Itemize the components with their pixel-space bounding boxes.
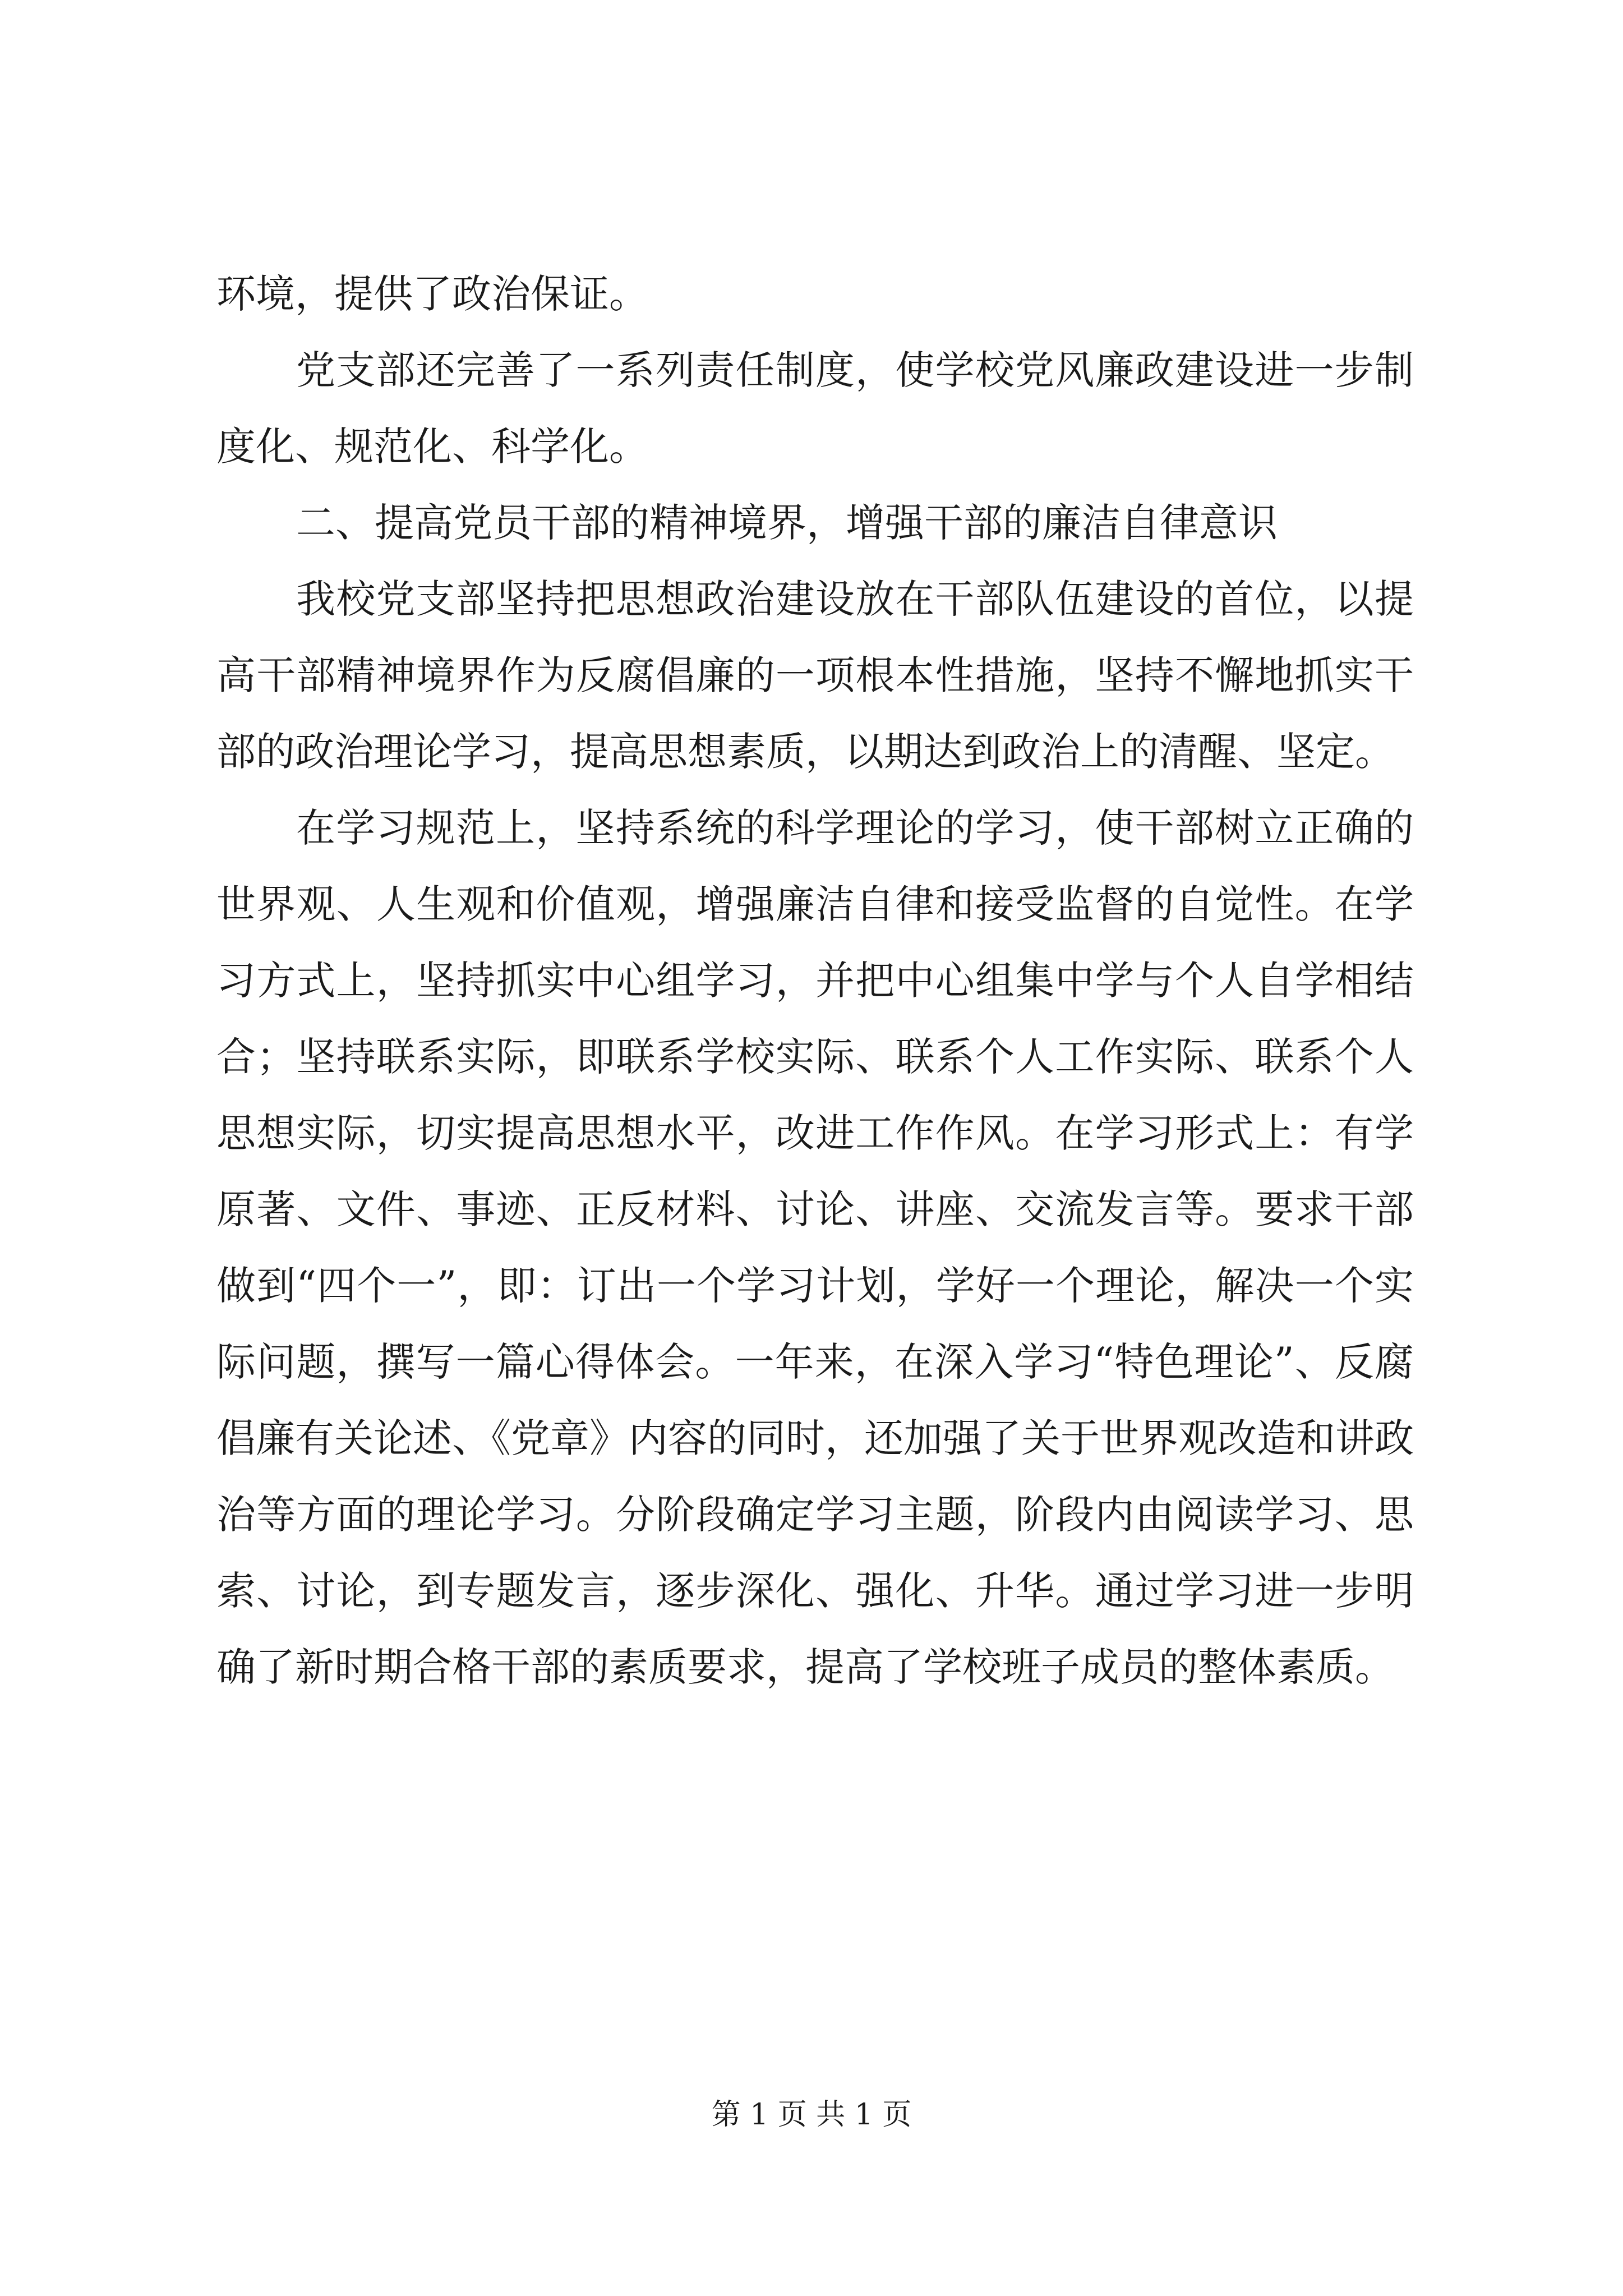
section-heading-two: 二、提高党员干部的精神境界，增强干部的廉洁自律意识 bbox=[296, 500, 1278, 546]
paragraph-political-construction: 我校党支部坚持把思想政治建设放在干部队伍建设的首位，以提高干部精神境界作为反腐倡廉的一项根本性措施，坚持不懈地抓实干部的政治理论学习，提高思想素质，以期达到政治上的清醒、坚定。 bbox=[216, 576, 1414, 775]
paragraph-study-norms: 在学习规范上，坚持系统的科学理论的学习，使干部树立正确的世界观、人生观和价值观，增强廉洁自律和接受监督的自觉性。在学习方式上，坚持抓实中心组学习，并把中心组集中学与个人自学相结合；坚持联系实际，即联系学校实际、联系个人工作实际、联系个人思想实际，切实提高思想水平，改进工作作风。在学习形式上：有学原著、文件、事迹、正反材料、讨论、讲座、交流发言等。要求干部做到“四个一”，即：订出一个学习计划，学好一个理论，解决一个实际问题，撰写一篇心得体会。一年来，在深入学习“特色理论”、反腐倡廉有关论述、《党章》内容的同时，还加强了关于世界观改造和讲政治等方面的理论学习。分阶段确定学习主题，阶段内由阅读学习、思索、讨论，到专题发言，逐步深化、强化、升华。通过学习进一步明确了新时期合格干部的素质要求，提高了学校班子成员的整体素质。 bbox=[216, 805, 1414, 1690]
paragraph-responsibility-system: 党支部还完善了一系列责任制度，使学校党风廉政建设进一步制度化、规范化、科学化。 bbox=[216, 347, 1414, 470]
document-body bbox=[216, 256, 1414, 1705]
paragraph-continuation: 环境，提供了政治保证。 bbox=[216, 271, 648, 317]
page-footer: 第 1 页 共 1 页 bbox=[711, 2098, 912, 2132]
